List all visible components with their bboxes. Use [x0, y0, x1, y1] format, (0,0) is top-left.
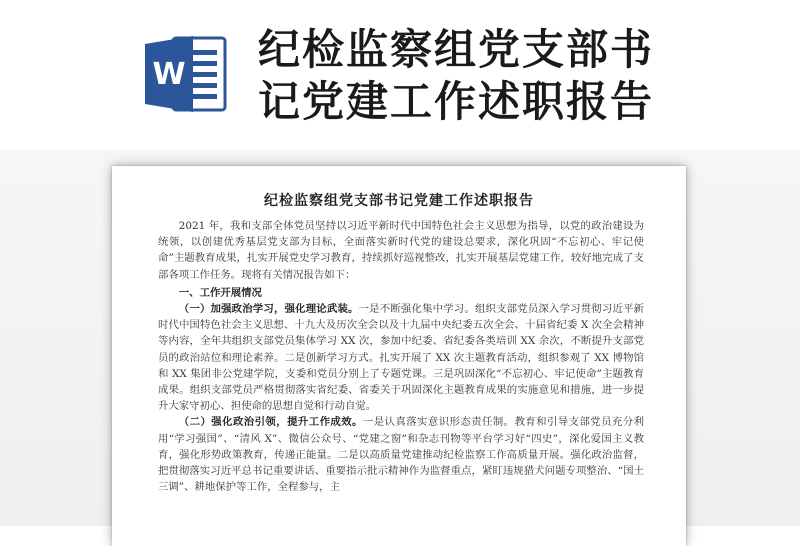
header-banner [0, 0, 800, 150]
banner-title-line-1: 纪检监察组党支部书 [258, 25, 655, 74]
document-title: 纪检监察组党支部书记党建工作述职报告 [264, 193, 534, 209]
intro-paragraph: 2021 年，我和支部全体党员坚持以习近平新时代中国特色社会主义思想为指导，以党的政治建设为统领，以创建优秀基层党支部为目标，全面落实新时代党的建设总要求，深化巩固“不忘初心、牢记使命”主题教育成果，扎实开展党史学习教育，持续抓好巡视整改，扎实开展基层党建工作，较好地完成了支部各项工作任务。现将有关情况报告如下： [158, 220, 644, 281]
paragraph-1-body: 一是不断强化集中学习。组织支部党员深入学习贯彻习近平新时代中国特色社会主义思想、十九大及历次全会以及十九届中央纪委五次全会、十届省纪委 X 次全会精神等内容，全年共组织支部党员集体学习 XX 次，参加中纪委、省纪委各类培训 XX 余次，不断提升支部党员的政治站位和理论素养。二是创新学习方式。扎实开展了 XX 次主题教育活动，组织参观了 XX 博物馆和 XX 集团非公党建学院，支委和党员分别上了专题党课。三是巩固深化“不忘初心、牢记使命”主题教育成果。组织支部党员严格贯彻落实省纪委、省委关于巩固深化主题教育成果的实施意见和措施，进一步提升大家守初心、担使命的思想自觉和行动自觉。 [158, 303, 645, 413]
document-body [158, 218, 644, 495]
paragraph-1-heading: （一）加强政治学习，强化理论武装。 [178, 303, 359, 316]
paragraph-2-body: 一是认真落实意识形态责任制。教育和引导支部党员充分利用“学习强国”、“清风 X”、微信公众号、“党建之窗”和杂志刊物等平台学习好“四史”，深化爱国主义教育，强化形势政策教育，传递正能量。二是以高质量党建推动纪检监察工作高质量开展。强化政治监督，把贯彻落实习近平总书记重要讲话、重要指示批示精神作为监督重点，紧盯违规猎犬问题专项整治、“国土三调”、耕地保护等工作，全程参与，主 [158, 416, 645, 494]
banner-title-line-2: 记党建工作述职报告 [258, 77, 655, 126]
document-page [112, 166, 686, 546]
word-document-icon [143, 32, 229, 116]
paragraph-1 [158, 301, 644, 414]
section-heading-1: 一、工作开展情况 [178, 286, 262, 299]
paragraph-2 [158, 414, 644, 495]
paragraph-2-heading: （二）强化政治引领，提升工作成效。 [178, 416, 363, 429]
banner-title [258, 24, 778, 128]
word-logo-letter: W [152, 57, 186, 92]
